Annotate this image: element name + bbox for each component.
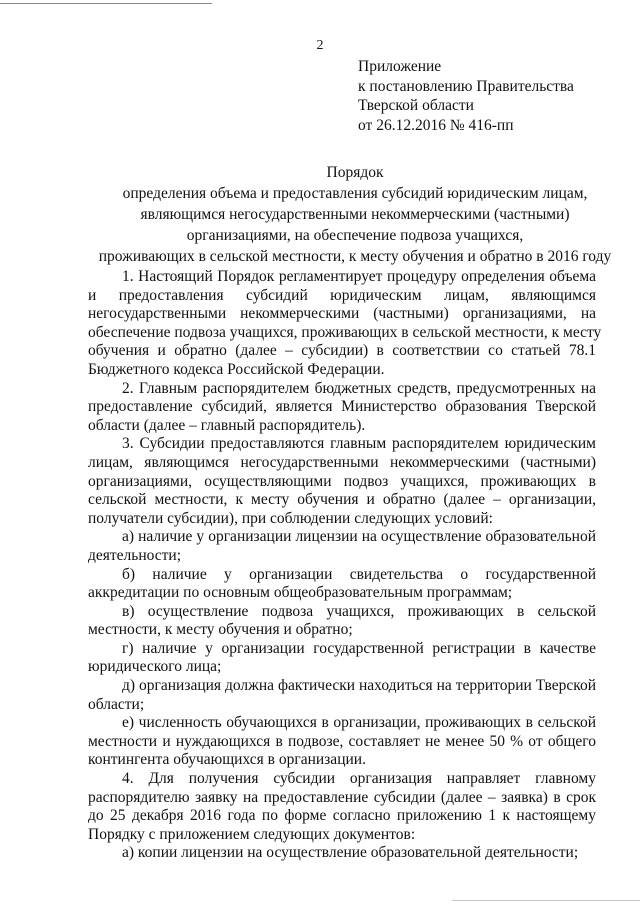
title-line: организациями, на обеспечение подвоза учащихся, <box>186 227 524 244</box>
condition-d-line: области; <box>88 695 145 713</box>
paragraph-2-line: области (далее – главный распорядитель). <box>88 416 366 434</box>
paragraph-3-line: 3. Субсидии предоставляются главным распорядителем юридическим <box>122 435 596 453</box>
document-list-item-a: а) копии лицензии на осуществление образовательной деятельности; <box>122 844 579 862</box>
title-line: определения объема и предоставления субсидий юридическим лицам, <box>122 185 588 202</box>
paragraph-1-line: обучения и обратно (далее – субсидии) в соответствии со статьей 78.1 <box>88 342 596 360</box>
paragraph-4-line: 4. Для получения субсидии организация направляет главному <box>122 770 596 788</box>
condition-b-line: б) наличие у организации свидетельства о государственной <box>122 565 596 583</box>
title-line: проживающих в сельской местности, к месту обучения и обратно в 2016 году <box>98 248 612 265</box>
paragraph-3-line: сельской местности, к месту обучения и обратно (далее – организации, <box>88 491 596 509</box>
paragraph-1-line: негосударственными некоммерческими (частными) организациями, на <box>88 305 596 323</box>
paragraph-3-line: организациями, осуществляющими подвоз учащихся, проживающих в <box>88 472 596 490</box>
appendix-line: к постановлению Правительства <box>358 77 574 95</box>
appendix-line: Тверской области <box>358 97 474 114</box>
appendix-line: от 26.12.2016 № 416-пп <box>358 116 514 134</box>
condition-e-line: е) численность обучающихся в организации, проживающих в сельской <box>122 714 596 732</box>
title-line: являющимся негосударственными некоммерческими (частными) <box>140 206 570 223</box>
condition-a-line: а) наличие у организации лицензии на осуществление образовательной <box>122 528 596 546</box>
condition-a-line: деятельности; <box>88 546 182 564</box>
condition-g-line: юридического лица; <box>88 658 222 676</box>
condition-e-line: контингента обучающихся в организации. <box>88 751 366 769</box>
condition-g-line: г) наличие у организации государственной регистрации в качестве <box>122 639 596 657</box>
paragraph-1-line: обеспечение подвоза учащихся, проживающих в сельской местности, к месту <box>88 323 602 341</box>
paragraph-3-line: лицам, являющимся негосударственными некоммерческими (частными) <box>88 453 596 471</box>
scan-edge-line <box>452 900 640 901</box>
paragraph-3-line: получатели субсидии), при соблюдении следующих условий: <box>88 509 493 527</box>
condition-v-line: в) осуществление подвоза учащихся, проживающих в сельской <box>122 602 596 620</box>
appendix-line: Приложение <box>358 58 442 75</box>
document-title <box>60 162 640 267</box>
condition-b-line: аккредитации по основным общеобразовательным программам; <box>88 584 513 602</box>
paragraph-1-line: и предоставления субсидий юридическим лицам, являющимся <box>88 286 596 304</box>
condition-d-line: д) организация должна фактически находиться на территории Тверской <box>122 677 596 695</box>
page-number: 2 <box>316 38 324 53</box>
appendix-header <box>358 57 574 135</box>
paragraph-4-line: распорядителю заявку на предоставление субсидии (далее – заявка) в срок <box>88 788 596 806</box>
paragraph-1-line: 1. Настоящий Порядок регламентирует процедуру определения объема <box>122 268 596 285</box>
paragraph-2-line: предоставление субсидий, является Министерство образования Тверской <box>88 398 596 416</box>
paragraph-2-line: 2. Главным распорядителем бюджетных средств, предусмотренных на <box>122 379 596 397</box>
document-body <box>88 268 602 863</box>
condition-v-line: местности, к месту обучения и обратно; <box>88 621 353 639</box>
paragraph-4-line: до 25 декабря 2016 года по форме согласно приложению 1 к настоящему <box>88 807 596 825</box>
paragraph-4-line: Порядку с приложением следующих документов: <box>88 825 416 843</box>
scan-edge-line <box>0 3 212 4</box>
paragraph-1-line: Бюджетного кодекса Российской Федерации. <box>88 360 385 378</box>
condition-e-line: местности и нуждающихся в подвозе, составляет не менее 50 % от общего <box>88 732 596 750</box>
title-heading: Порядок <box>326 164 384 181</box>
